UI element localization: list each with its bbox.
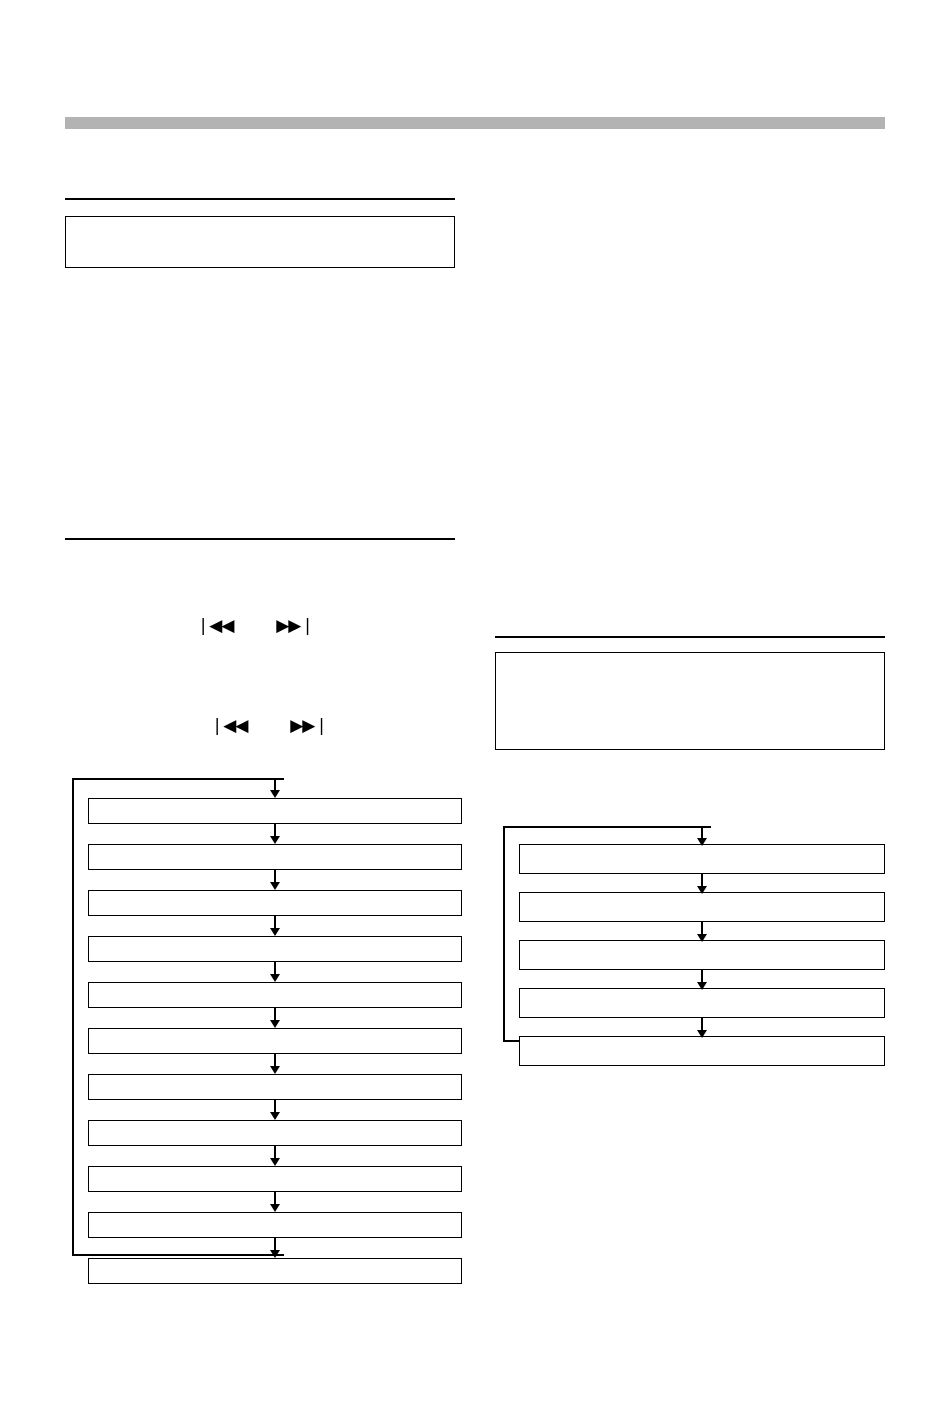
flow-arrow	[88, 1238, 462, 1258]
flow-arrow	[519, 970, 885, 988]
list-item	[88, 1212, 462, 1238]
list-item	[519, 940, 885, 970]
list-item	[88, 1258, 462, 1284]
left-note-box	[65, 216, 455, 268]
list-item	[88, 890, 462, 916]
flow-arrow	[88, 1054, 462, 1074]
left-flow-items	[88, 778, 462, 1256]
header-banner-bar	[65, 117, 885, 129]
right-top-section-rule	[495, 636, 885, 638]
flow-arrow	[519, 1018, 885, 1036]
loop-vertical-line	[72, 778, 74, 1256]
left-top-section-rule	[65, 198, 455, 200]
list-item	[88, 1166, 462, 1192]
next-track-icon: ▶▶❘	[276, 616, 314, 636]
next-track-icon: ▶▶❘	[290, 716, 328, 736]
left-flow-diagram	[72, 778, 462, 1256]
left-middle-section-rule	[65, 538, 455, 540]
list-item	[519, 844, 885, 874]
list-item	[88, 1120, 462, 1146]
transport-glyph-row-1	[196, 618, 314, 635]
flow-arrow	[88, 824, 462, 844]
flow-arrow	[88, 1146, 462, 1166]
prev-track-icon: ❘◀◀	[210, 716, 248, 736]
flow-arrow	[519, 826, 885, 844]
flow-arrow	[519, 922, 885, 940]
loop-vertical-line	[503, 826, 505, 1042]
flow-arrow	[88, 778, 462, 798]
right-note-box	[495, 652, 885, 750]
list-item	[88, 936, 462, 962]
transport-glyph-row-2	[210, 718, 328, 735]
list-item	[519, 892, 885, 922]
list-item	[88, 1028, 462, 1054]
list-item	[519, 988, 885, 1018]
list-item	[88, 982, 462, 1008]
list-item	[88, 798, 462, 824]
list-item	[88, 844, 462, 870]
prev-track-icon: ❘◀◀	[196, 616, 234, 636]
list-item	[519, 1036, 885, 1066]
flow-arrow	[88, 1008, 462, 1028]
flow-arrow	[88, 916, 462, 936]
right-flow-diagram	[503, 826, 885, 1042]
right-flow-items	[519, 826, 885, 1042]
flow-arrow	[88, 1192, 462, 1212]
list-item	[88, 1074, 462, 1100]
flow-arrow	[88, 1100, 462, 1120]
flow-arrow	[519, 874, 885, 892]
flow-arrow	[88, 870, 462, 890]
flow-arrow	[88, 962, 462, 982]
